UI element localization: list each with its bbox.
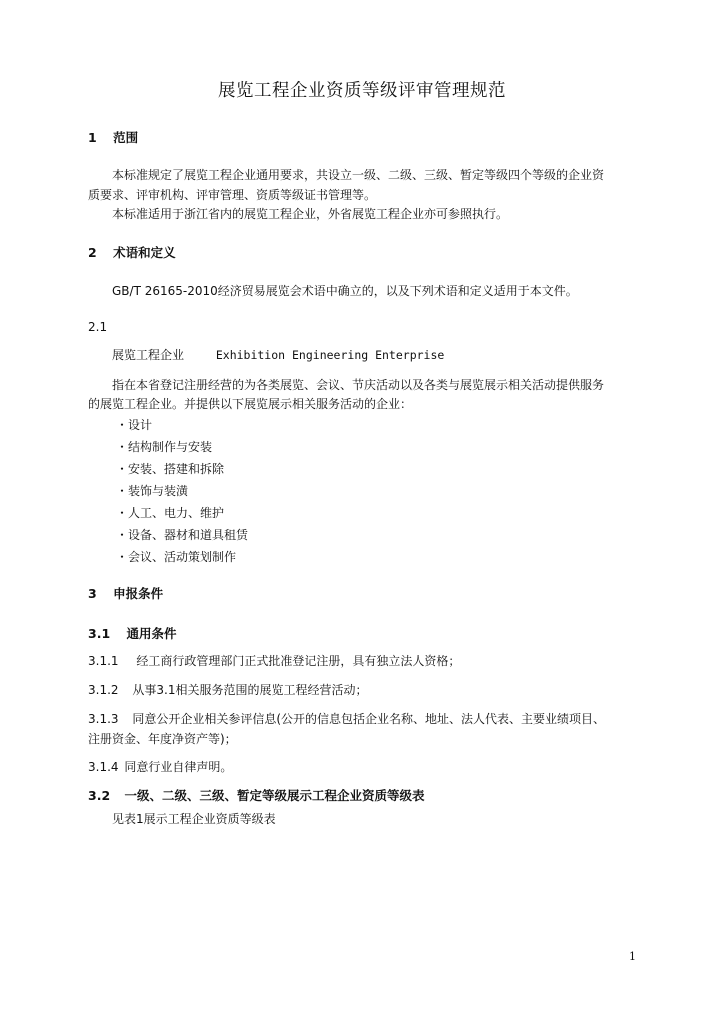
- section-1-heading: [88, 128, 138, 146]
- clause-number: 3.1.3: [88, 712, 119, 726]
- clause-number: 3.1.1: [88, 654, 119, 668]
- clause-text: 同意行业自律声明。: [124, 760, 233, 774]
- bullet-item: ・设备、器材和道具租赁: [116, 528, 249, 542]
- section-3-number: 3: [88, 586, 97, 601]
- clause-number: 3.1.4: [88, 760, 119, 774]
- bullet-item: ・结构制作与安装: [116, 440, 213, 454]
- section-3-1-heading: [88, 624, 177, 642]
- section-3-2-note: 见表1展示工程企业资质等级表: [112, 812, 276, 826]
- section-3-1-title: 通用条件: [126, 626, 177, 641]
- section-3-heading: [88, 584, 163, 602]
- section-1-title: 范围: [113, 130, 139, 145]
- bullet-item: ・装饰与装潢: [116, 484, 189, 498]
- clause-3-1-3-continued: 注册资金、年度净资产等)；: [88, 732, 237, 746]
- term-definition-heading: [112, 346, 444, 363]
- section-2-1-number: 2.1: [88, 320, 108, 334]
- clause-3-1-3: [88, 710, 605, 727]
- clause-3-1-4: [88, 758, 232, 775]
- bullet-item: ・人工、电力、维护: [116, 506, 225, 520]
- section-1-para1-line2: 质要求、评审机构、评审管理、资质等级证书管理等。: [88, 188, 377, 202]
- definition-line1: 指在本省登记注册经营的为各类展览、会议、节庆活动以及各类与展览展示相关活动提供服务: [112, 378, 605, 392]
- term-cn: 展览工程企业: [112, 348, 185, 362]
- term-en: Exhibition Engineering Enterprise: [215, 348, 445, 362]
- definition-line2: 的展览工程企业。并提供以下展览展示相关服务活动的企业：: [88, 397, 413, 411]
- section-2-title: 术语和定义: [113, 245, 176, 260]
- section-2-heading: [88, 243, 176, 261]
- section-3-2-heading: [88, 786, 425, 804]
- clause-text: 经工商行政管理部门正式批准登记注册，具有独立法人资格；: [136, 654, 461, 668]
- bullet-item: ・会议、活动策划制作: [116, 550, 237, 564]
- clause-number: 3.1.2: [88, 683, 119, 697]
- section-1-para1-line1: 本标准规定了展览工程企业通用要求，共设立一级、二级、三级、暂定等级四个等级的企业资: [112, 168, 605, 182]
- bullet-item: ・设计: [116, 418, 153, 432]
- clause-text: 从事3.1相关服务范围的展览工程经营活动；: [132, 683, 368, 697]
- section-1-number: 1: [88, 130, 97, 145]
- page-number: 1: [629, 950, 636, 963]
- section-3-1-number: 3.1: [88, 626, 111, 641]
- section-2-intro: GB/T 26165-2010经济贸易展览会术语中确立的，以及下列术语和定义适用于本文件。: [112, 284, 578, 298]
- clause-3-1-2: [88, 681, 367, 698]
- section-3-title: 申报条件: [113, 586, 164, 601]
- clause-3-1-1: [88, 652, 460, 669]
- bullet-item: ・安装、搭建和拆除: [116, 462, 225, 476]
- section-1-para2: 本标准适用于浙江省内的展览工程企业，外省展览工程企业亦可参照执行。: [112, 207, 509, 221]
- section-3-2-title: 一级、二级、三级、暂定等级展示工程企业资质等级表: [124, 788, 425, 803]
- document-title: 展览工程企业资质等级评审管理规范: [218, 81, 506, 101]
- section-2-number: 2: [88, 245, 97, 260]
- section-3-2-number: 3.2: [88, 788, 111, 803]
- clause-text: 同意公开企业相关参评信息(公开的信息包括企业名称、地址、法人代表、主要业绩项目、: [132, 712, 606, 726]
